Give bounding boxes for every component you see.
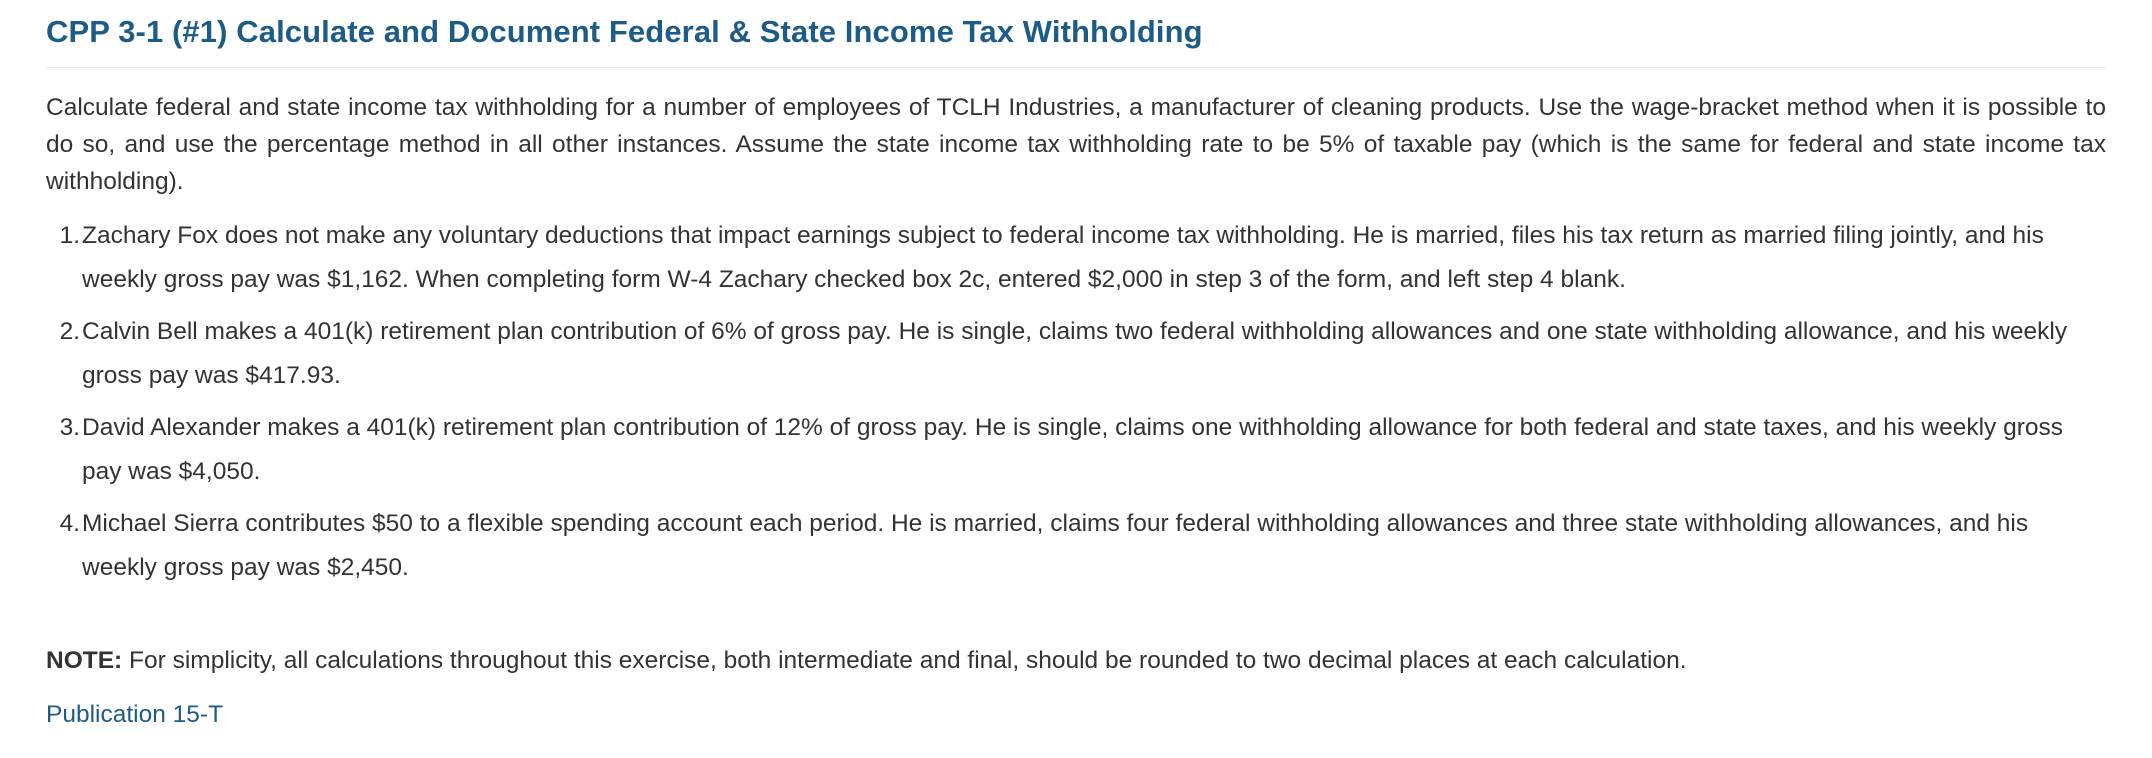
list-item-text: Michael Sierra contributes $50 to a flexible spending account each period. He is married, claims four federal withholding allowances and three state withholding allowances, and his weekly gross pay was $2,450. [82,510,2029,581]
list-item [59,406,2106,494]
page-title: CPP 3-1 (#1) Calculate and Document Federal & State Income Tax Withholding [46,14,1203,49]
list-item-number: 2. [59,318,80,345]
list-item-number: 4. [59,510,80,537]
list-item-text: Calvin Bell makes a 401(k) retirement plan contribution of 6% of gross pay. He is single, claims two federal withholding allowances and one state withholding allowance, and his weekly gross pay was $417.93. [82,318,2068,389]
title-divider [46,67,2106,68]
list-item [59,214,2106,302]
intro-paragraph: Calculate federal and state income tax withholding for a number of employees of TCLH Industries, a manufacturer of cleaning products. Use the wage-bracket method when it is possible to do so, and use the percentage method in all other instances. Assume the state income tax withholding rate to be 5% of taxable pay (which is the same for federal and state income tax withholding). [46,94,2106,195]
list-item-text: Zachary Fox does not make any voluntary deductions that impact earnings subject to federal income tax withholding. He is married, files his tax return as married filing jointly, and his weekly gross pay was $1,162. When completing form W-4 Zachary checked box 2c, entered $2,000 in step 3 of the form, and left step 4 blank. [82,222,2044,293]
list-item [59,502,2106,590]
list-item-number: 3. [59,414,80,441]
list-item-number: 1. [59,222,80,249]
note-text: For simplicity, all calculations throughout this exercise, both intermediate and final, should be rounded to two decimal places at each calculation. [129,647,1687,674]
note-paragraph [46,644,2106,678]
publication-15t-link[interactable]: Publication 15-T [46,701,224,728]
note-label: NOTE: [46,647,123,674]
employee-list [46,214,2106,590]
list-item-text: David Alexander makes a 401(k) retirement plan contribution of 12% of gross pay. He is single, claims one withholding allowance for both federal and state taxes, and his weekly gross pay was $4,050. [82,414,2064,485]
list-item [59,310,2106,398]
